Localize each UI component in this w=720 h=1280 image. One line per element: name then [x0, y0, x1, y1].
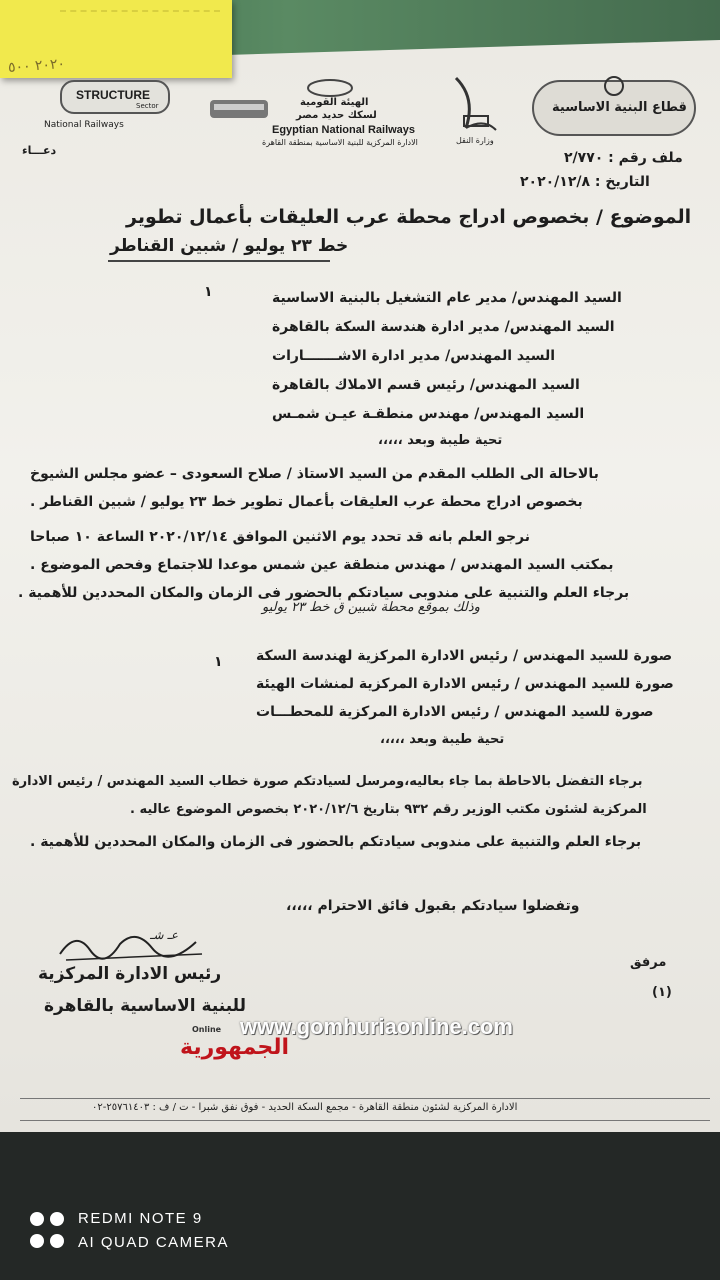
recipient-5: السيد المهندس/ مهندس منطقـة عيـن شمـس — [272, 406, 585, 422]
subject-line-2: خط ٢٣ يوليو / شبين القناطر — [110, 236, 349, 256]
left-logo-text: STRUCTURE — [76, 88, 150, 102]
center-ar-2: لسكك حديد مصر — [296, 110, 377, 121]
letter-date: التاريخ : ٢٠٢٠/١٢/٨ — [520, 174, 650, 190]
copy-3: صورة للسيد المهندس / رئيس الادارة المركزية للمحطـــات — [256, 704, 654, 720]
closing: وتفضلوا سيادتكم بقبول فائق الاحترام ،،،،، — [286, 898, 580, 914]
body2-p1-line1: برجاء التفضل بالاحاطة بما جاء بعاليه،ومرسل لسيادتكم صورة خطاب السيد المهندس / رئيس الادارة — [12, 774, 643, 789]
body-p1-line1: بالاحالة الى الطلب المقدم من السيد الاستاذ / صلاح السعودى – عضو مجلس الشيوخ — [30, 466, 599, 482]
recipient-1: السيد المهندس/ مدير عام التشغيل بالبنية الاساسية — [272, 290, 622, 306]
camera-type: AI QUAD CAMERA — [78, 1234, 230, 1251]
body-p2-line1: نرجو العلم بانه قد تحدد يوم الاثنين الموافق ٢٠٢٠/١٢/١٤ الساعة ١٠ صباحا — [30, 529, 531, 545]
ministry-text: وزارة النقل — [456, 136, 494, 145]
structure-sector-logo — [60, 80, 170, 114]
copy-2: صورة للسيد المهندس / رئيس الادارة المركزية لمنشات الهيئة — [256, 676, 674, 692]
body2-p2: برجاء العلم والتنبية على مندوبى سيادتكم بالحضور فى الزمان والمكان المحددين للأهمية . — [30, 834, 642, 850]
body2-p1-line2: المركزية لشئون مكتب الوزير رقم ٩٣٢ بتاريخ ٢٠٢٠/١٢/٦ بخصوص الموضوع عاليه . — [130, 802, 647, 817]
ministry-emblem-icon — [446, 68, 502, 140]
gomhuria-logo-sub: Online — [192, 1025, 222, 1034]
file-number: ملف رقم : ٢/٧٧٠ — [564, 150, 683, 166]
bottom-surface — [0, 1132, 720, 1280]
recipient-3: السيد المهندس/ مدير ادارة الاشـــــــارات — [272, 348, 556, 364]
body-p2-line2: بمكتب السيد المهندس / مهندس منطقة عين شمس موعدا للاجتماع وفحص الموضوع . — [30, 557, 614, 573]
recipients-mark: ١ — [204, 284, 213, 300]
center-ar-3: الادارة المركزية للبنية الاساسية بمنطقة القاهرة — [262, 138, 418, 147]
copy-1: صورة للسيد المهندس / رئيس الادارة المركزية لهندسة السكة — [256, 648, 673, 664]
handwritten-note: وذلك بموقع محطة شبين ق خط ٢٣ يوليو — [262, 600, 480, 615]
signatory-title-2: للبنية الاساسية بالقاهرة — [44, 996, 247, 1016]
right-logo-text: قطاع البنية الاساسية — [552, 100, 687, 115]
gomhuria-logo — [180, 1025, 289, 1060]
recipients-greeting: تحية طيبة وبعد ،،،،، — [378, 433, 503, 448]
signatory-title-1: رئيس الادارة المركزية — [38, 964, 222, 984]
signature-initials: عـ شـ — [150, 928, 179, 942]
document — [0, 40, 720, 1132]
body-p3: برجاء العلم والتنبية على مندوبى سيادتكم بالحضور فى الزمان والمكان المحددين للأهمية . — [18, 585, 630, 601]
sticky-note-text: ٢٠٢٠ ٥٠٠ — [7, 56, 66, 76]
subject-line-1: الموضوع / بخصوص ادراج محطة عرب العليقات بأعمال تطوير — [126, 206, 692, 228]
left-logo-sub: Sector — [136, 102, 159, 110]
recipient-2: السيد المهندس/ مدير ادارة هندسة السكة بالقاهرة — [272, 319, 615, 335]
camera-dots-icon — [30, 1212, 70, 1252]
infrastructure-logo-emblem-icon — [574, 76, 654, 96]
footer-rule-bottom — [20, 1120, 710, 1121]
left-logo-railways: National Railways — [44, 120, 124, 130]
body-p1-line2: بخصوص ادراج محطة عرب العليقات بأعمال تطوير خط ٢٣ يوليو / شبين القناطر . — [30, 494, 583, 510]
attachments-label: مرفق — [630, 955, 667, 970]
copies-mark: ١ — [214, 654, 223, 670]
doaa-text: دعـــاء — [22, 144, 57, 157]
watermark-url: www.gomhuriaonline.com — [240, 1014, 513, 1039]
footer-rule — [20, 1098, 710, 1099]
sticky-note-scribble-line — [60, 10, 220, 15]
center-ar-1: الهيئة القومية — [300, 97, 369, 108]
camera-model: REDMI NOTE 9 — [78, 1210, 203, 1227]
copies-greeting: تحية طيبة وبعد ،،،،، — [380, 732, 505, 747]
center-en: Egyptian National Railways — [272, 124, 416, 136]
footer-address: الادارة المركزية لشئون منطقة القاهرة - مجمع السكة الحديد - فوق نفق شبرا - ت / ف : ٢٥٧٦١٤٠٣-٠٢ — [92, 1102, 518, 1113]
recipient-4: السيد المهندس/ رئيس قسم الاملاك بالقاهرة — [272, 377, 580, 393]
attachments-count: (١) — [652, 985, 672, 1000]
subject-underline — [108, 260, 330, 262]
signature-scribble — [56, 924, 206, 964]
infrastructure-sector-logo — [532, 80, 696, 136]
gomhuria-logo-text: الجمهورية — [180, 1035, 289, 1060]
